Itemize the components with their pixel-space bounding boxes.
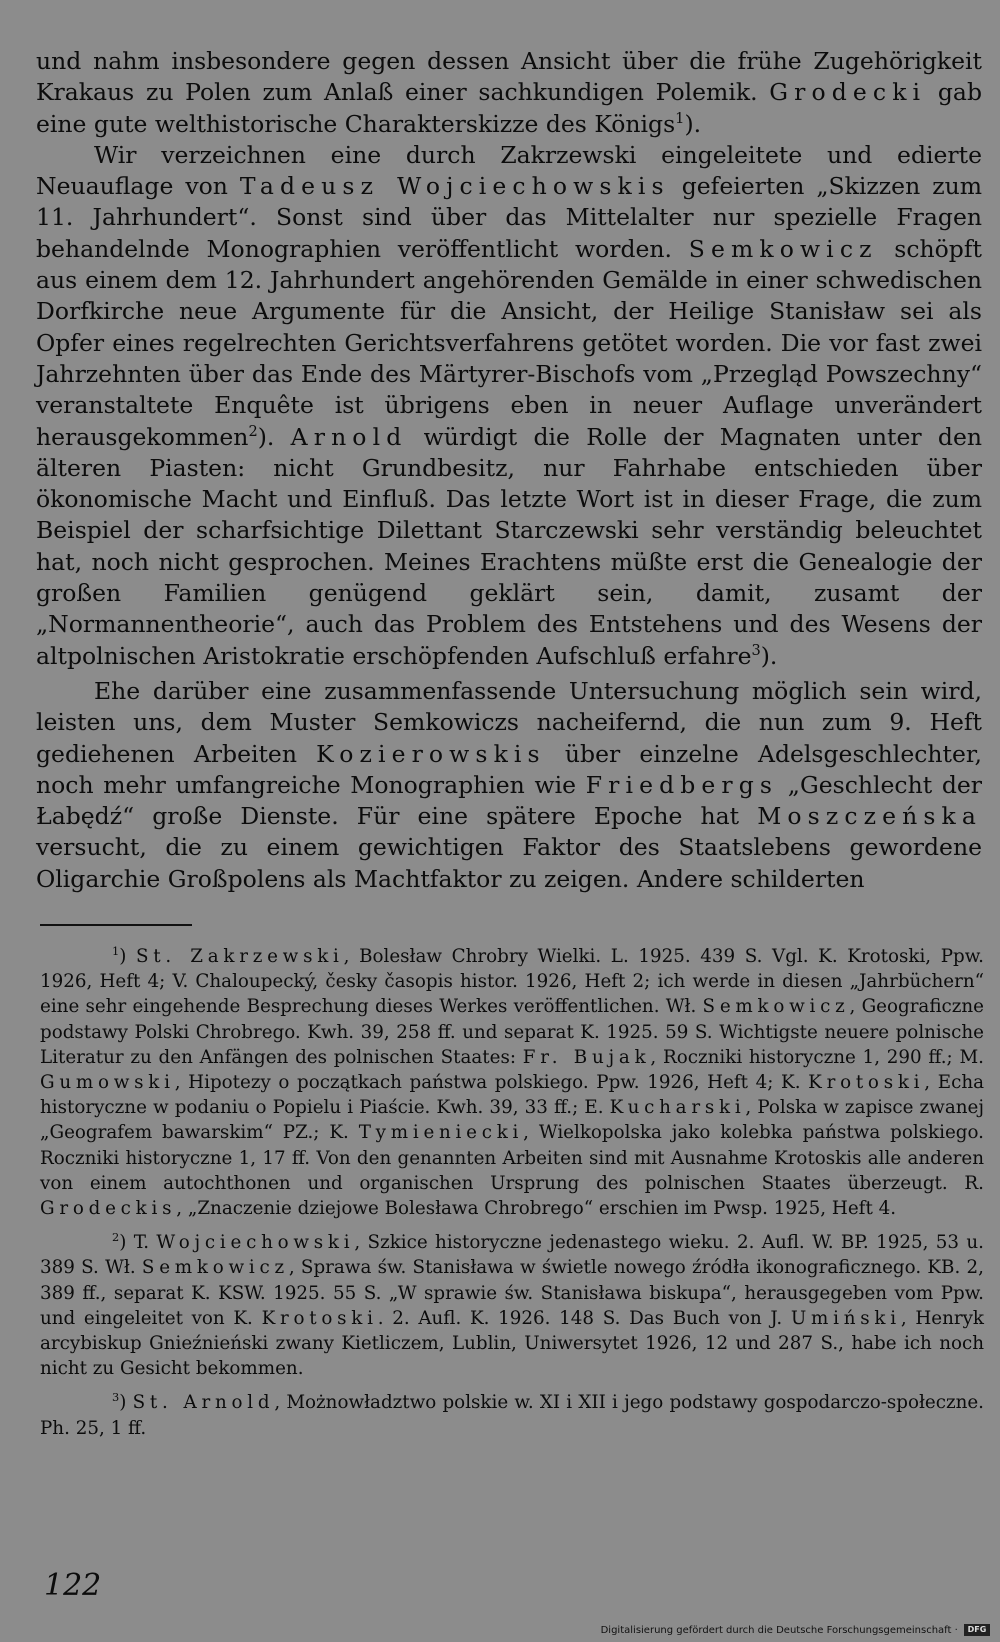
footnote-mark: 3 bbox=[112, 1390, 120, 1405]
footnote-ref: 2 bbox=[248, 422, 258, 440]
main-text bbox=[36, 46, 982, 895]
page-number: 122 bbox=[44, 1568, 102, 1603]
footnote-1: $^1$) St. Zakrzewski, Bolesław Chrobry Wielki. L. 1925. 439 S. Vgl. K. Krotoski, Ppw. 1926, Heft 4; V. Chaloupecký, česky časopis histor. 1926, Heft 2; ich werde in diesen „Jahrbüchern“ eine sehr eingehende Besprechung dieses Werkes veröffentlichen. Wł. Semkowicz, Geograficzne podstawy Polski Chrobrego. Kwh. 39, 258 ff. und separat K. 1925. 59 S. Wichtigste neuere polnische Literatur zu den Anfängen des polnischen Staates: Fr. Bujak, Roczniki historyczne 1, 290 ff.; M. Gumowski, Hipotezy o początkach państwa polskiego. Ppw. 1926, Heft 4; K. Krotoski, Echa historyczne w podaniu o Popielu i Piaście. Kwh. 39, 33 ff.; E. Kucharski, Polska w zapisce zwanej „Geografem bawarskim“ PZ.; K. Tymieniecki, Wielkopolska jako kolebka państwa polskiego. Roczniki historyczne 1, 17 ff. Von den genannten Arbeiten sind mit Ausnahme Krotoskis alle anderen von einem autochthonen und organischen Ursprung des polnischen Staates überzeugt. R. Grodeckis, „Znaczenie dziejowe Bolesława Chrobrego“ erschien im Pwsp. 1925, Heft 4. bbox=[40, 943, 984, 1220]
footnote-separator bbox=[40, 924, 192, 926]
dfg-logo-icon: DFG bbox=[964, 1624, 990, 1636]
author-name: Kozierowskis bbox=[316, 739, 546, 768]
paragraph-2: Wir verzeichnen eine durch Zakrzewski eingeleitete und edierte Neuauflage von Tadeusz Wojciechowskis gefeierten „Skizzen zum 11. Jahrhundert“. Sonst sind über das Mittelalter nur spezielle Fragen behandelnde Monographien veröffentlicht worden. Semkowicz schöpft aus einem dem 12. Jahrhundert angehörenden Gemälde in einer schwedischen Dorfkirche neue Argumente für die Ansicht, der Heilige Stanisław sei als Opfer eines regelrechten Gerichtsverfahrens getötet worden. Die vor fast zwei Jahrzehnten über das Ende des Märtyrer-Bischofs vom „Przegląd Powszechny“ veranstaltete Enquête ist übrigens eben in neuer Auflage unverändert herausgekommen$^2$). Arnold würdigt die Rolle der Magnaten unter den älteren Piasten: nicht Grundbesitz, nur Fahrhabe entschieden über ökonomische Macht und Einfluß. Das letzte Wort ist in dieser Frage, die zum Beispiel der scharfsichtige Dilettant Starczewski sehr verständig beleuchtet hat, noch nicht gesprochen. Meines Erachtens müßte erst die Genealogie der großen Familien genügend geklärt sein, damit, zusamt der „Normannentheorie“, auch das Problem des Entstehens und des Wesens der altpolnischen Aristokratie erschöpfenden Aufschluß erfahre$^3$). bbox=[36, 140, 982, 670]
footnote-ref: 1 bbox=[675, 109, 685, 127]
author-name: Moszczeńska bbox=[757, 802, 982, 831]
author-name: Tadeusz Wojciechowskis bbox=[239, 172, 670, 201]
paragraph-1: und nahm insbesondere gegen dessen Ansicht über die frühe Zugehörigkeit Krakaus zu Polen zum Anlaß einer sachkundigen Polemik. Grodecki gab eine gute welthistorische Charakterskizze des Königs$^1$). bbox=[36, 47, 982, 138]
credit-text: Digitalisierung gefördert durch die Deutsche Forschungsgemeinschaft bbox=[600, 1625, 952, 1636]
footnotes bbox=[40, 944, 984, 1441]
paragraph-3: Ehe darüber eine zusammenfassende Untersuchung möglich sein wird, leisten uns, dem Muster Semkowiczs nacheifernd, die nun zum 9. Heft gediehenen Arbeiten Kozierowskis über einzelne Adelsgeschlechter, noch mehr umfangreiche Monographien wie Friedbergs „Geschlecht der Łabędź“ große Dienste. Für eine spätere Epoche hat Moszczeńska versucht, die zu einem gewichtigen Faktor des Staatslebens gewordene Oligarchie Großpolens als Machtfaktor zu zeigen. Andere schilderten bbox=[36, 676, 982, 893]
digitization-credit: Digitalisierung gefördert durch die Deutsche Forschungsgemeinschaft · DFG bbox=[601, 1624, 990, 1638]
author-name: Arnold bbox=[290, 422, 408, 451]
footnote-mark: 2 bbox=[112, 1230, 120, 1245]
author-name: Grodecki bbox=[769, 78, 927, 107]
footnote-ref: 3 bbox=[751, 641, 761, 659]
footnote-2: $^2$) T. Wojciechowski, Szkice historyczne jedenastego wieku. 2. Aufl. W. BP. 1925, 53 u. 389 S. Wł. Semkowicz, Sprawa św. Stanisława w świetle nowego źródła ikonograficznego. KB. 2, 389 ff., separat K. KSW. 1925. 55 S. „W sprawie św. Stanisława biskupa“, herausgegeben vom Ppw. und eingeleitet von K. Krotoski. 2. Aufl. K. 1926. 148 S. Das Buch von J. Umiński, Henryk arcybiskup Gnieźnieński zwany Kietliczem, Lublin, Uniwersytet 1926, 12 und 287 S., habe ich noch nicht zu Gesicht bekommen. bbox=[40, 1230, 985, 1380]
footnote-3: $^3$) St. Arnold, Możnowładztwo polskie w. XI i XII i jego podstawy gospodarczo-społeczne. Ph. 25, 1 ff. bbox=[40, 1390, 984, 1439]
author-name: Friedbergs bbox=[585, 770, 779, 799]
author-name: Semkowicz bbox=[688, 234, 878, 263]
footnote-mark: 1 bbox=[112, 943, 120, 958]
